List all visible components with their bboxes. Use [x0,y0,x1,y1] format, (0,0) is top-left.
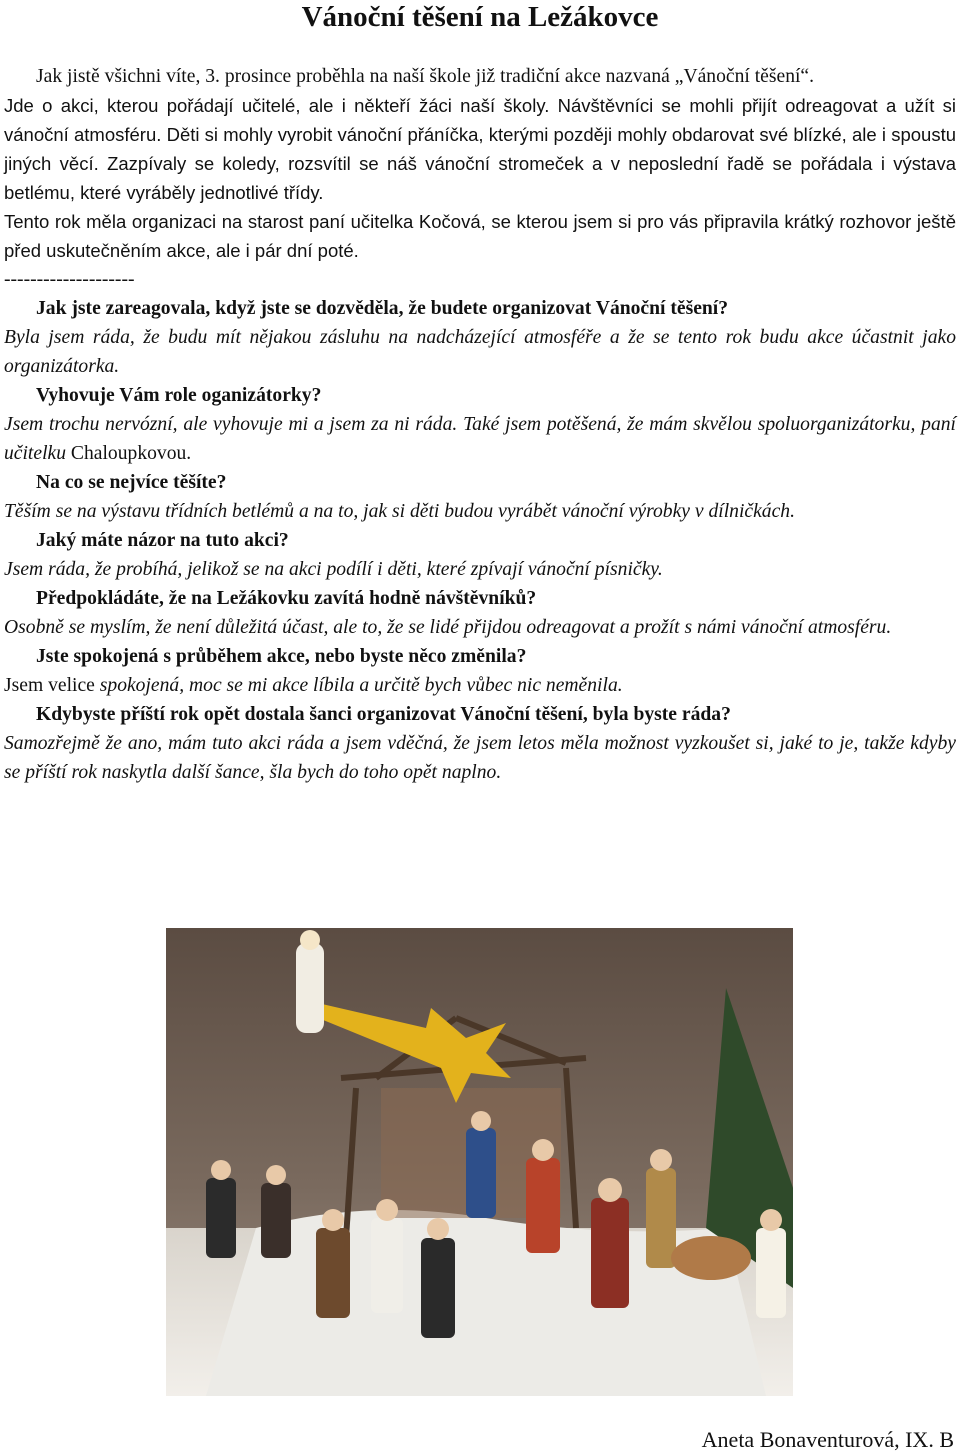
question-3: Na co se nejvíce těšíte? [36,472,227,493]
question-7: Kdybyste příští rok opět dostala šanci organizovat Vánoční těšení, byla byste ráda? [36,704,731,725]
answer-7: Samozřejmě že ano, mám tuto akci ráda a jsem vděčná, že jsem letos měla možnost vyzkoušet si, jaké to je, takže kdyby se příští rok naskytla další šance, šla bych do toho opět naplno. [4,733,956,783]
answer-6-text: spokojená, moc se mi akce líbila a určitě bych vůbec nic neměnila. [99,675,623,696]
question-1: Jak jste zareagovala, když jste se dozvěděla, že budete organizovat Vánoční těšení? [36,298,729,319]
intro-paragraph-1: Jak jistě všichni víte, 3. prosince proběhla na naší škole již tradiční akce nazvaná „Vánoční těšení“. [36,66,815,87]
question-5: Předpokládáte, že na Ležákovku zavítá hodně návštěvníků? [36,588,537,609]
question-2: Vyhovuje Vám role oganizátorky? [36,385,322,406]
answer-2 [4,410,956,468]
answer-1: Byla jsem ráda, že budu mít nějakou zásluhu na nadcházející atmosféře a že se tento rok budu akce účastnit jako organizátorka. [4,327,956,377]
answer-2-text: Jsem trochu nervózní, ale vyhovuje mi a jsem za ni ráda. Také jsem potěšená, že mám skvělou spoluorganizátorku, paní učitelku [4,414,956,464]
answer-6 [4,671,956,700]
answer-6-head: Jsem velice [4,675,100,696]
nativity-scene-photo [166,928,793,1396]
answer-3: Těším se na výstavu třídních betlémů a na to, jak si děti budou vyrábět vánoční výrobky v dílničkách. [4,501,795,522]
author-signature: Aneta Bonaventurová, IX. B [701,1427,954,1452]
article-title: Vánoční těšení na Ležákovce [301,1,659,33]
article-body [4,62,956,787]
answer-5: Osobně se myslím, že není důležitá účast, ale to, že se lidé přijdou odreagovat a prožít s námi vánoční atmosféru. [4,617,892,638]
question-6: Jste spokojená s průběhem akce, nebo byste něco změnila? [36,646,527,667]
angel-figure [296,930,324,1033]
separator-line: -------------------- [4,269,135,290]
answer-2-name: Chaloupkovou. [70,443,192,464]
question-4: Jaký máte názor na tuto akci? [36,530,289,551]
nativity-scene-illustration [166,928,793,1396]
intro-paragraph-3: Tento rok měla organizaci na starost paní učitelka Kočová, se kterou jsem si pro vás připravila krátký rozhovor ještě před uskutečněním akce, ale i pár dní poté. [4,211,956,261]
answer-4: Jsem ráda, že probíhá, jelikož se na akci podílí i děti, které zpívají vánoční písničky. [4,559,663,580]
intro-paragraph-2: Jde o akci, kterou pořádají učitelé, ale i někteří žáci naší školy. Návštěvníci se mohli přijít odreagovat a užít si vánoční atmosféru. Děti si mohly vyrobit vánoční přáníčka, kterými později mohly obdarovat své blízké, ale i spoustu jiných věcí. Zazpívaly se koledy, rozsvítil se náš vánoční stromeček a v neposlední řadě se pořádala i výstava betlému, které vyráběly jednotlivé třídy. [4,95,956,203]
